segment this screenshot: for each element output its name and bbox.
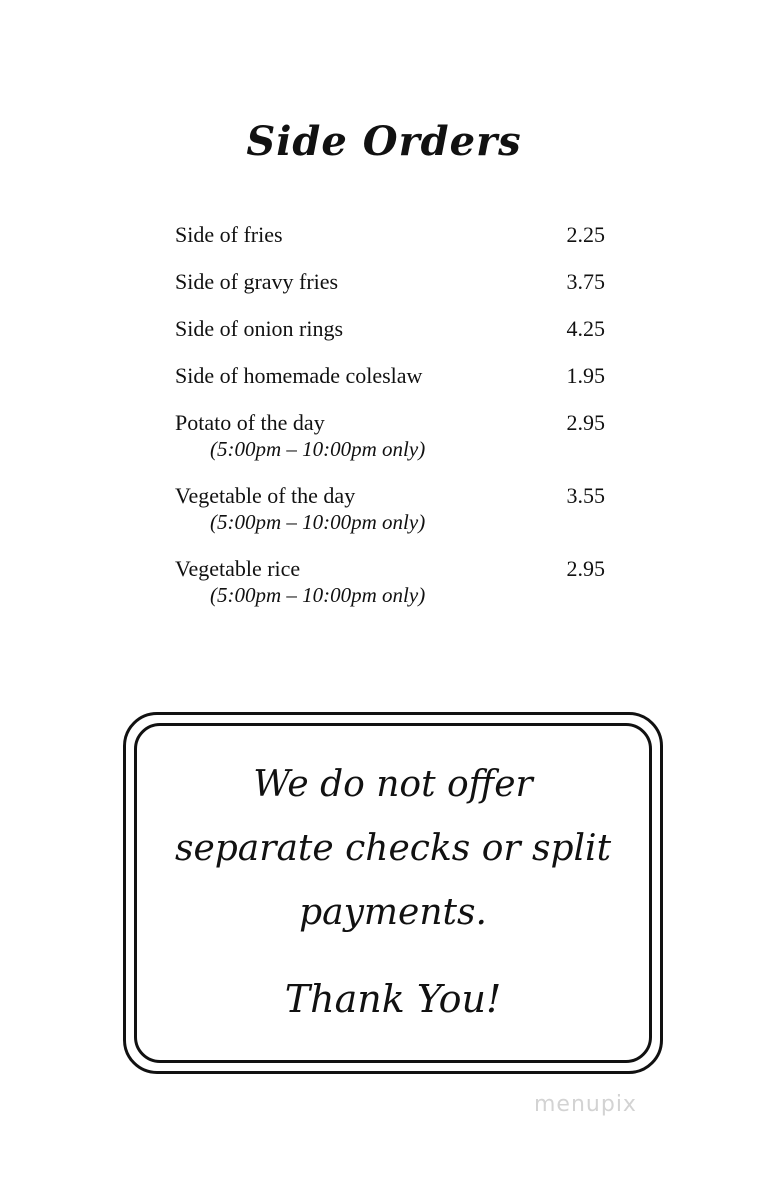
thank-you-text: Thank You! bbox=[284, 977, 502, 1021]
menu-item bbox=[175, 316, 605, 342]
side-orders-list bbox=[175, 222, 605, 629]
notice-message bbox=[126, 753, 660, 945]
menu-item-price: 4.25 bbox=[566, 316, 605, 341]
menu-item-name: Side of onion rings bbox=[175, 316, 344, 341]
menu-item-name: Side of fries bbox=[175, 222, 283, 247]
menu-item-note: (5:00pm – 10:00pm only) bbox=[210, 583, 426, 607]
menu-item bbox=[175, 222, 605, 248]
menu-item-price: 3.75 bbox=[566, 269, 605, 294]
menu-item bbox=[175, 363, 605, 389]
menu-item bbox=[175, 556, 605, 608]
menu-item-note: (5:00pm – 10:00pm only) bbox=[210, 510, 426, 534]
menu-item-name: Potato of the day bbox=[175, 410, 325, 435]
watermark: menupix bbox=[534, 1092, 637, 1117]
menu-item-price: 1.95 bbox=[566, 363, 605, 388]
menu-item-price: 2.25 bbox=[566, 222, 605, 247]
menu-item bbox=[175, 269, 605, 295]
menu-item-name: Vegetable of the day bbox=[175, 483, 356, 508]
menu-item bbox=[175, 483, 605, 535]
menu-item-name: Vegetable rice bbox=[175, 556, 301, 581]
menu-item-price: 3.55 bbox=[566, 483, 605, 508]
menu-item-price: 2.95 bbox=[566, 410, 605, 435]
menu-section-title: Side Orders bbox=[246, 118, 522, 165]
notice-line: separate checks or split bbox=[174, 828, 612, 869]
menu-item-price: 2.95 bbox=[566, 556, 605, 581]
menu-item bbox=[175, 410, 605, 462]
menu-item-note: (5:00pm – 10:00pm only) bbox=[210, 437, 426, 461]
menu-item-name: Side of homemade coleslaw bbox=[175, 363, 423, 388]
notice-line: We do not offer bbox=[253, 764, 533, 805]
notice-line: payments. bbox=[299, 892, 487, 933]
notice-box bbox=[123, 712, 663, 1074]
menu-item-name: Side of gravy fries bbox=[175, 269, 339, 294]
